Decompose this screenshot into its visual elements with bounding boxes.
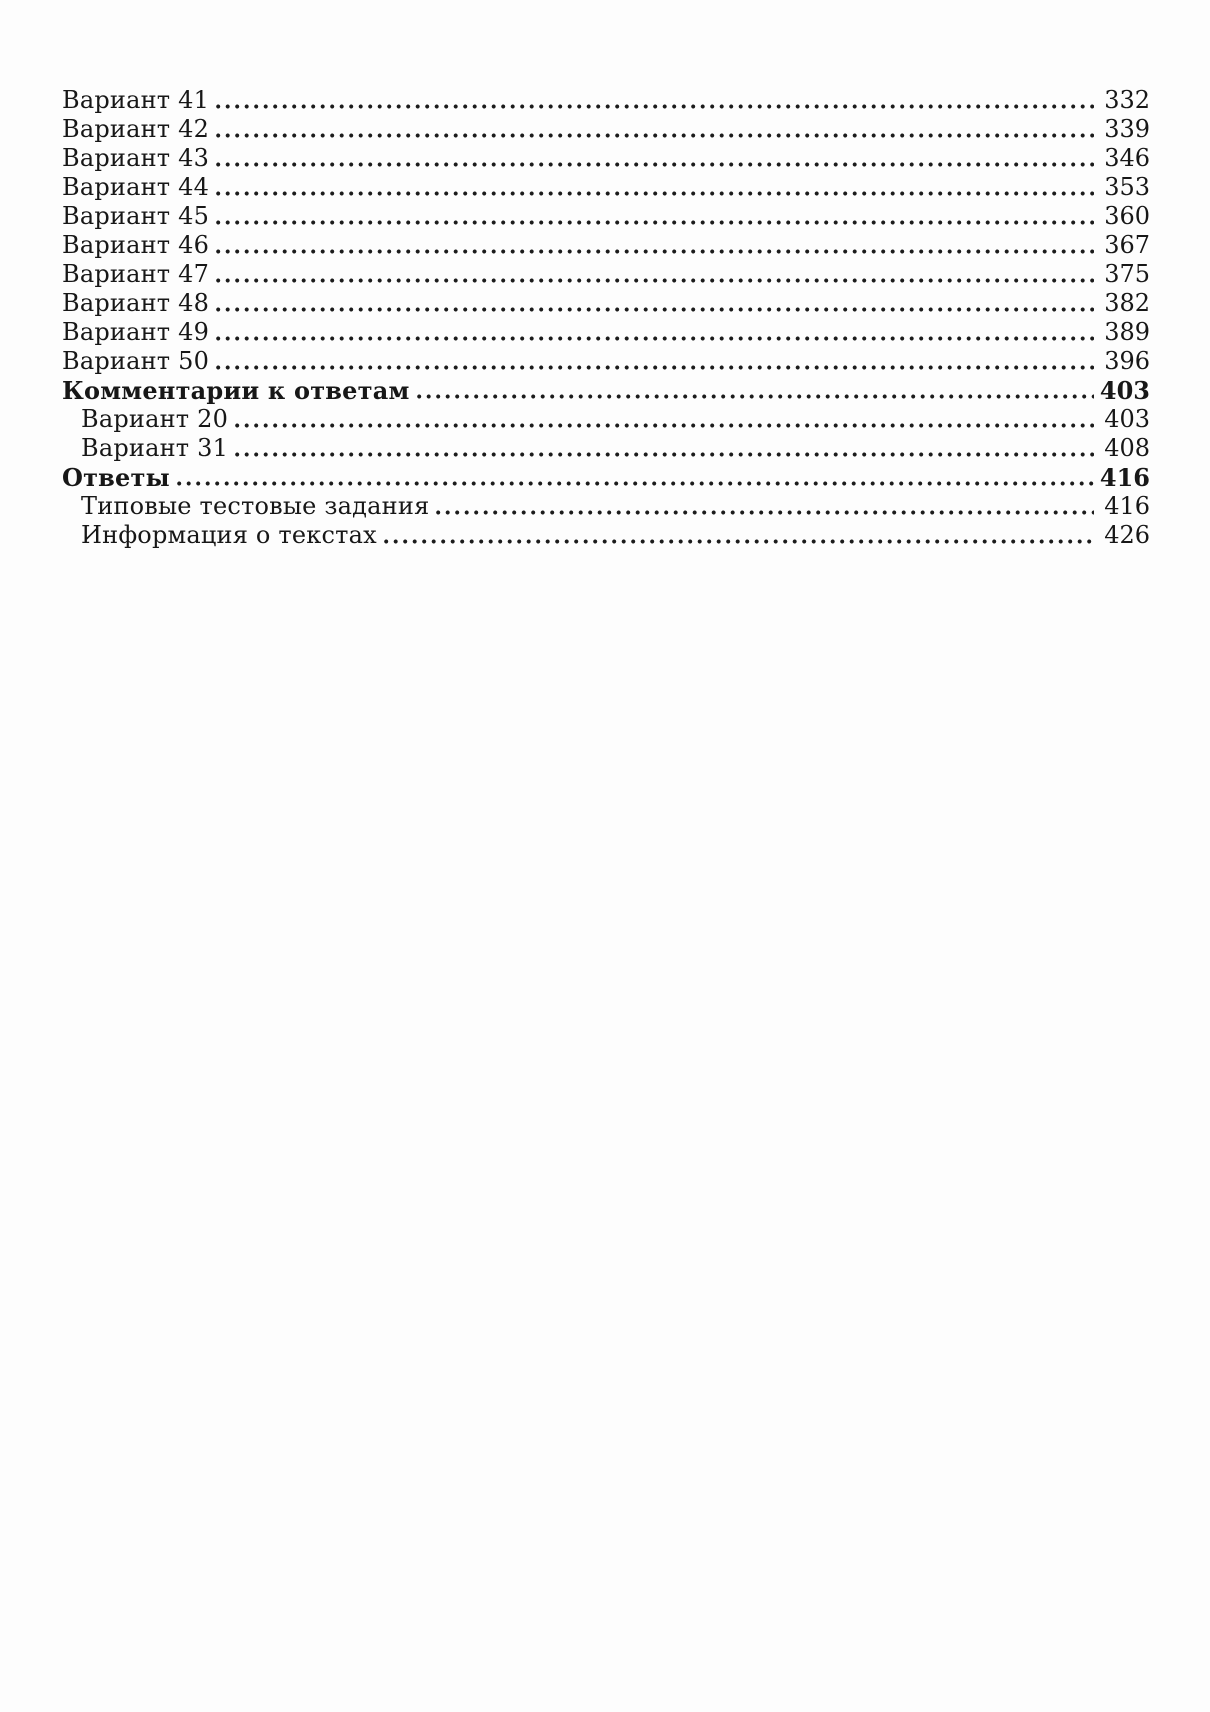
toc-row <box>62 434 1150 463</box>
toc-page-number: 403 <box>1099 376 1150 405</box>
toc-row <box>62 144 1150 173</box>
toc-row <box>62 86 1150 115</box>
toc-entry-label: Вариант 46 <box>62 231 210 259</box>
dot-leader <box>235 422 1094 429</box>
dot-leader <box>417 393 1094 400</box>
toc-entry-label: Типовые тестовые задания <box>81 492 430 520</box>
dot-leader <box>216 277 1094 284</box>
toc-page-number: 375 <box>1104 260 1150 288</box>
toc-page-number: 332 <box>1104 86 1150 114</box>
dot-leader <box>216 132 1094 139</box>
toc-entry-label: Вариант 31 <box>81 434 229 462</box>
toc-page-number: 346 <box>1104 144 1150 172</box>
toc-row <box>62 318 1150 347</box>
toc-page-number: 396 <box>1104 347 1150 375</box>
toc-row <box>62 289 1150 318</box>
dot-leader <box>216 248 1094 255</box>
toc-page-number: 426 <box>1104 521 1150 549</box>
toc-row <box>62 521 1150 550</box>
toc-entry-label: Вариант 50 <box>62 347 210 375</box>
toc-row <box>62 347 1150 376</box>
dot-leader <box>216 103 1094 110</box>
toc-list <box>62 86 1150 550</box>
toc-row <box>62 231 1150 260</box>
toc-entry-label: Вариант 42 <box>62 115 210 143</box>
toc-page-number: 416 <box>1104 492 1150 520</box>
toc-entry-label: Вариант 45 <box>62 202 210 230</box>
toc-row <box>62 115 1150 144</box>
toc-page-number: 360 <box>1104 202 1150 230</box>
toc-entry-label: Вариант 41 <box>62 86 210 114</box>
dot-leader <box>216 190 1094 197</box>
dot-leader <box>216 364 1094 371</box>
toc-row <box>62 492 1150 521</box>
toc-row <box>62 202 1150 231</box>
toc-page-number: 382 <box>1104 289 1150 317</box>
toc-entry-label: Комментарии к ответам <box>62 376 410 405</box>
toc-row <box>62 463 1150 492</box>
dot-leader <box>177 480 1094 487</box>
toc-entry-label: Вариант 44 <box>62 173 210 201</box>
toc-entry-label: Вариант 47 <box>62 260 210 288</box>
dot-leader <box>235 451 1094 458</box>
dot-leader <box>216 161 1094 168</box>
dot-leader <box>216 335 1094 342</box>
toc-page-number: 403 <box>1104 405 1150 433</box>
toc-page-number: 367 <box>1104 231 1150 259</box>
toc-row <box>62 376 1150 405</box>
toc-entry-label: Вариант 49 <box>62 318 210 346</box>
toc-page-number: 416 <box>1099 463 1150 492</box>
dot-leader <box>216 306 1094 313</box>
toc-page-number: 389 <box>1104 318 1150 346</box>
toc-entry-label: Вариант 20 <box>81 405 229 433</box>
toc-page-number: 339 <box>1104 115 1150 143</box>
dot-leader <box>384 538 1094 545</box>
toc-entry-label: Информация о текстах <box>81 521 377 549</box>
toc-entry-label: Вариант 43 <box>62 144 210 172</box>
toc-page-number: 408 <box>1104 434 1150 462</box>
toc-entry-label: Вариант 48 <box>62 289 210 317</box>
dot-leader <box>216 219 1094 226</box>
dot-leader <box>436 509 1094 516</box>
toc-row <box>62 405 1150 434</box>
toc-row <box>62 173 1150 202</box>
toc-entry-label: Ответы <box>62 463 170 492</box>
toc-page-number: 353 <box>1104 173 1150 201</box>
toc-row <box>62 260 1150 289</box>
